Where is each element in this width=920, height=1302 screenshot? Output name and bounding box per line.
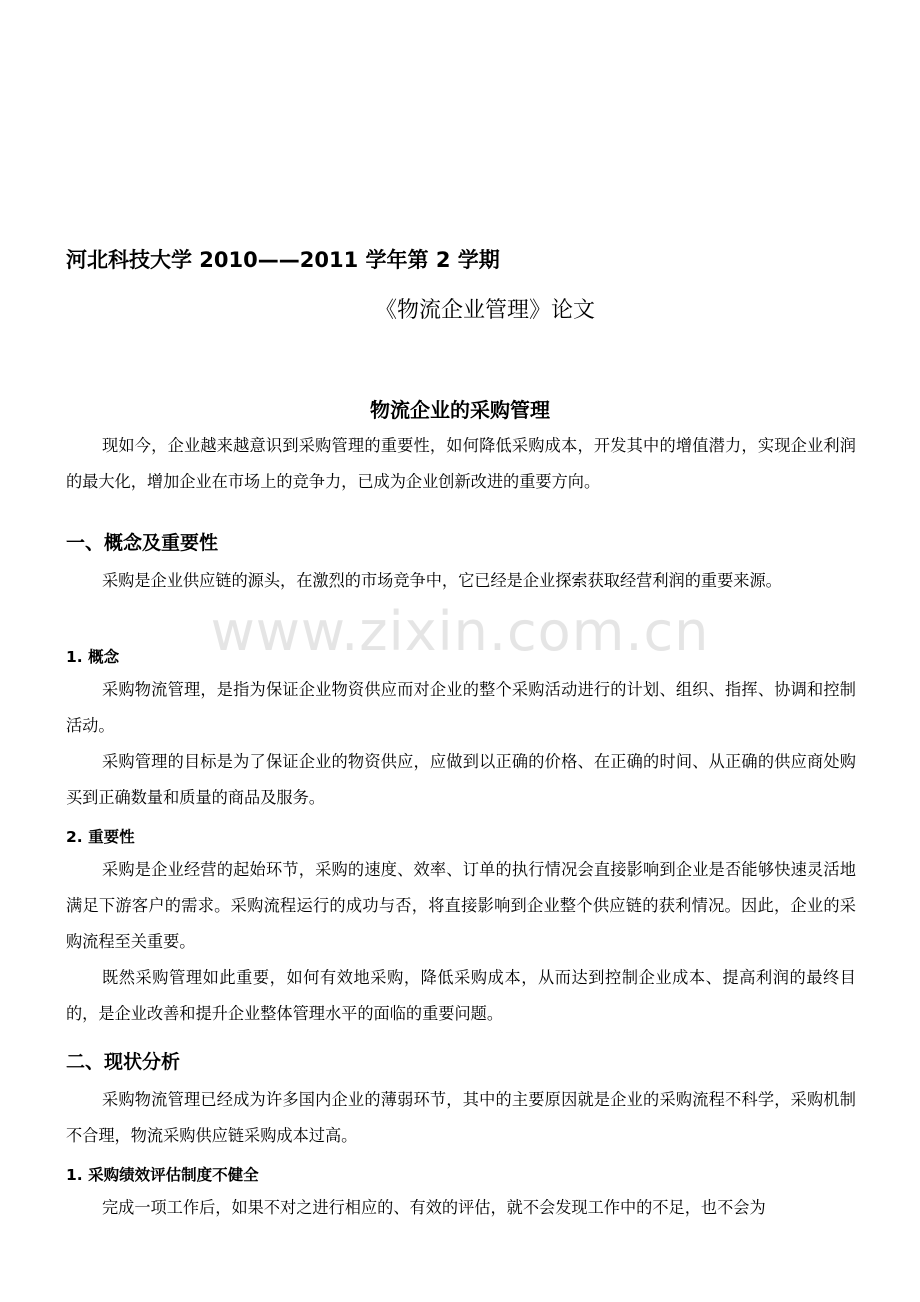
intro-paragraph: 现如今，企业越来越意识到采购管理的重要性，如何降低采购成本，开发其中的增值潜力，实现企业利润的最大化，增加企业在市场上的竞争力，已成为企业创新改进的重要方向。: [66, 436, 856, 491]
section-1-sub-1-heading: 1. 概念: [66, 648, 120, 666]
section-1-sub-1-paragraph-2: 采购管理的目标是为了保证企业的物资供应，应做到以正确的价格、在正确的时间、从正确的供应商处购买到正确数量和质量的商品及服务。: [66, 752, 856, 807]
section-2-sub-1-paragraph-1: 完成一项工作后，如果不对之进行相应的、有效的评估，就不会发现工作中的不足，也不会为: [102, 1198, 766, 1217]
course-title: 《物流企业管理》论文: [374, 298, 595, 323]
section-2-intro: 采购物流管理已经成为许多国内企业的薄弱环节，其中的主要原因就是企业的采购流程不科学，采购机制不合理，物流采购供应链采购成本过高。: [66, 1090, 856, 1145]
section-1-sub-2-paragraph-1: 采购是企业经营的起始环节，采购的速度、效率、订单的执行情况会直接影响到企业是否能够快速灵活地满足下游客户的需求。采购流程运行的成功与否，将直接影响到企业整个供应链的获利情况。因此，企业的采购流程至关重要。: [66, 860, 856, 951]
university-semester-line: 河北科技大学 2010——2011 学年第 2 学期: [66, 248, 500, 272]
section-1-sub-2-heading: 2. 重要性: [66, 828, 135, 846]
section-2-heading: 二、现状分析: [66, 1051, 181, 1073]
section-1-heading: 一、概念及重要性: [66, 532, 219, 554]
section-1-sub-2-paragraph-2: 既然采购管理如此重要，如何有效地采购，降低采购成本，从而达到控制企业成本、提高利润的最终目的，是企业改善和提升企业整体管理水平的面临的重要问题。: [66, 968, 856, 1023]
watermark: www.zixin.com.cn: [210, 600, 710, 663]
section-1-sub-1-paragraph-1: 采购物流管理，是指为保证企业物资供应而对企业的整个采购活动进行的计划、组织、指挥、协调和控制活动。: [66, 680, 856, 735]
section-1-intro: 采购是企业供应链的源头，在激烈的市场竞争中，它已经是企业探索获取经营利润的重要来源。: [102, 571, 782, 590]
paper-title: 物流企业的采购管理: [370, 398, 550, 422]
section-2-sub-1-heading: 1. 采购绩效评估制度不健全: [66, 1166, 259, 1184]
